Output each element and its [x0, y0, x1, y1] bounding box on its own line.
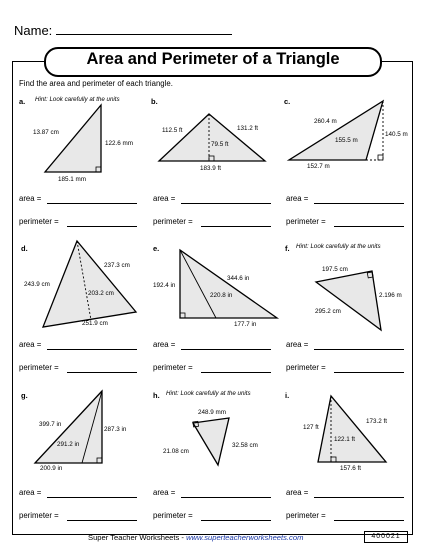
problem-i-measure: 157.6 ft	[340, 465, 362, 472]
area-label: area =	[286, 194, 309, 203]
problem-d-measure: 203.2 cm	[88, 290, 114, 297]
problem-e-measure: 344.6 in	[227, 275, 250, 282]
area-answer-g[interactable]	[47, 497, 137, 498]
perimeter-answer-g[interactable]	[67, 520, 137, 521]
problem-a-label: a.	[19, 97, 26, 106]
problem-c-measure: 152.7 m	[307, 163, 330, 170]
problem-g-label: g.	[21, 391, 28, 400]
area-label: area =	[19, 488, 42, 497]
problem-h-measure: 32.58 cm	[232, 442, 258, 449]
problem-i-measure: 127 ft	[303, 424, 319, 431]
problem-f-measure: 197.5 cm	[322, 266, 348, 273]
problem-b-measure: 79.5 ft	[211, 141, 229, 148]
problem-d-measure: 251.9 cm	[82, 320, 108, 327]
problem-f-measure: 2.196 m	[379, 292, 402, 299]
problem-d-measure: 243.9 cm	[24, 281, 50, 288]
area-label: area =	[19, 194, 42, 203]
problem-b-measure: 183.9 ft	[200, 165, 222, 172]
area-label: area =	[19, 340, 42, 349]
footer-url-link[interactable]: www.superteacherworksheets.com	[186, 533, 304, 542]
problem-g-measure: 200.9 in	[40, 465, 63, 472]
problem-a-measure: 122.6 mm	[105, 140, 133, 147]
problem-b-measure: 112.5 ft	[162, 127, 183, 134]
problem-e-measure: 177.7 in	[234, 321, 257, 328]
problem-b-label: b.	[151, 97, 158, 106]
problem-c-measure: 260.4 m	[314, 118, 337, 125]
problem-f-hint: Hint: Look carefully at the units	[296, 243, 381, 250]
perimeter-label: perimeter =	[19, 363, 59, 372]
perimeter-label: perimeter =	[153, 217, 193, 226]
perimeter-answer-h[interactable]	[201, 520, 271, 521]
problem-g-measure: 291.2 in	[57, 441, 80, 448]
page-title: Area and Perimeter of a Triangle	[86, 50, 340, 68]
footer	[88, 533, 303, 542]
problem-h-label: h.	[153, 391, 160, 400]
problem-a-measure: 185.1 mm	[58, 176, 86, 183]
problem-f-label: f.	[285, 244, 290, 253]
perimeter-answer-i[interactable]	[334, 520, 404, 521]
problem-h-measure: 248.9 mm	[198, 409, 226, 416]
problem-i-measure: 122.1 ft	[334, 436, 356, 443]
problem-i-label: i.	[285, 391, 290, 400]
area-label: area =	[153, 340, 176, 349]
problem-a-hint: Hint: Look carefully at the units	[35, 96, 120, 103]
area-label: area =	[286, 488, 309, 497]
perimeter-label: perimeter =	[19, 511, 59, 520]
name-label: Name:	[14, 23, 53, 38]
worksheet-code: 400021	[364, 531, 408, 543]
problem-c-measure: 140.5 m	[385, 131, 408, 138]
perimeter-label: perimeter =	[153, 363, 193, 372]
area-answer-i[interactable]	[314, 497, 404, 498]
problem-g-measure: 399.7 in	[39, 421, 62, 428]
problem-h-hint: Hint: Look carefully at the units	[166, 390, 251, 397]
area-label: area =	[286, 340, 309, 349]
problem-d-measure: 237.3 cm	[104, 262, 130, 269]
instructions: Find the area and perimeter of each triangle.	[19, 79, 173, 88]
problem-c-label: c.	[284, 97, 291, 106]
perimeter-label: perimeter =	[153, 511, 193, 520]
problem-e-label: e.	[153, 244, 160, 253]
problem-e-measure: 192.4 in	[153, 282, 176, 289]
problem-d-label: d.	[21, 244, 28, 253]
problem-b-measure: 131.2 ft	[237, 125, 259, 132]
problem-a-measure: 13.87 cm	[33, 129, 59, 136]
perimeter-label: perimeter =	[19, 217, 59, 226]
problem-f-measure: 295.2 cm	[315, 308, 341, 315]
problem-e-measure: 220.8 in	[210, 292, 233, 299]
perimeter-label: perimeter =	[286, 511, 326, 520]
area-answer-h[interactable]	[181, 497, 271, 498]
problem-h-measure: 21.08 cm	[163, 448, 189, 455]
perimeter-label: perimeter =	[286, 217, 326, 226]
problem-i-measure: 173.2 ft	[366, 418, 388, 425]
footer-text: Super Teacher Worksheets -	[88, 533, 187, 542]
problem-g-measure: 287.3 in	[104, 426, 127, 433]
problem-c-measure: 155.5 m	[335, 137, 358, 144]
area-label: area =	[153, 194, 176, 203]
area-label: area =	[153, 488, 176, 497]
perimeter-label: perimeter =	[286, 363, 326, 372]
